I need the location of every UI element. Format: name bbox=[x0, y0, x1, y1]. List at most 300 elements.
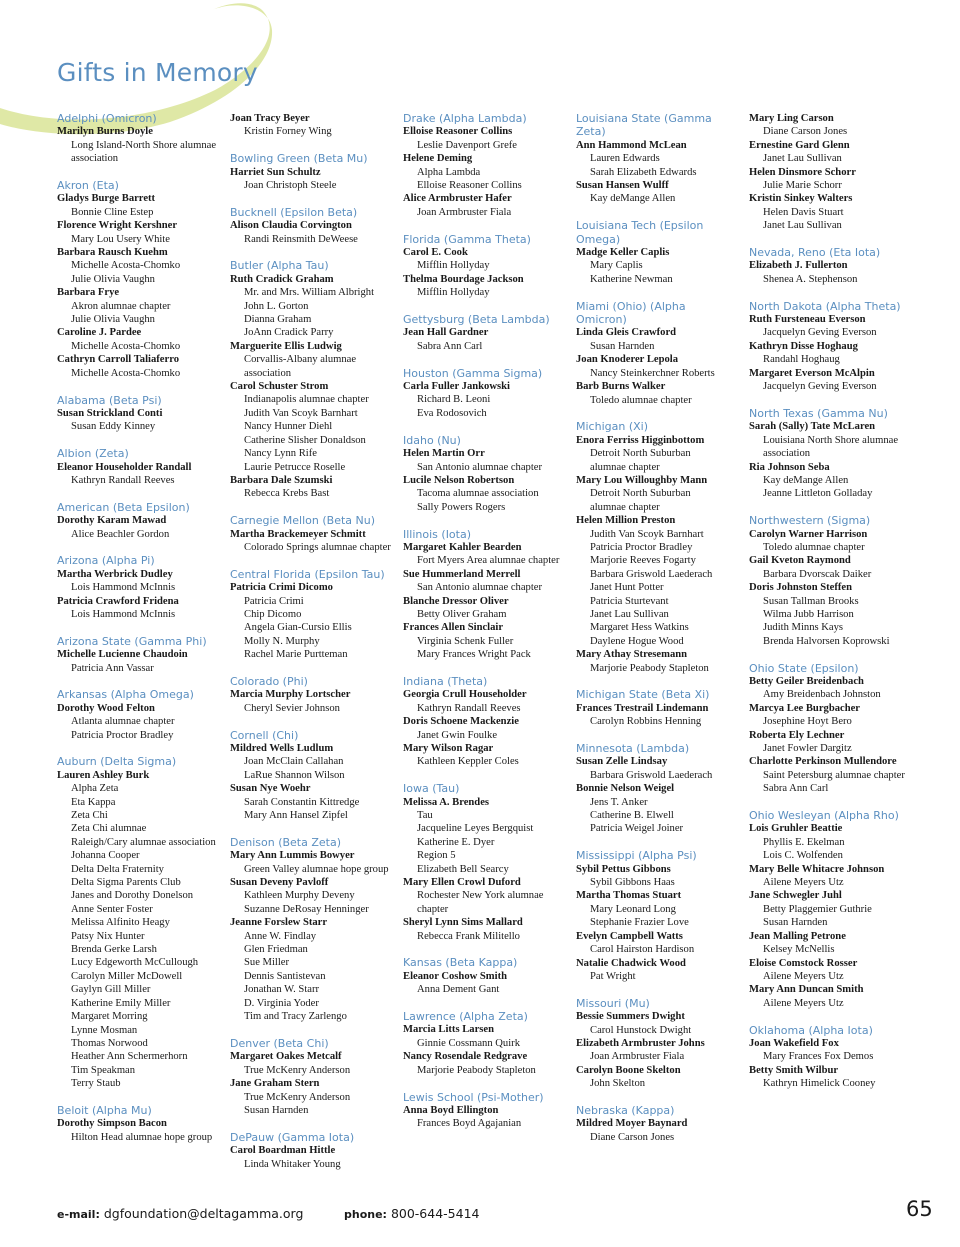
donor-name: Louisiana North Shore alumnae association bbox=[763, 434, 899, 460]
honoree-name: Sheryl Lynn Sims Mallard bbox=[403, 917, 523, 929]
chapter-heading: Illinois (Iota) bbox=[403, 527, 472, 541]
donor-name: Mary Frances Wright Pack bbox=[417, 649, 531, 661]
donor-name: Gaylyn Gill Miller bbox=[71, 984, 151, 996]
donor-name: Pat Wright bbox=[590, 970, 636, 982]
honoree-name: Anna Boyd Ellington bbox=[403, 1104, 499, 1116]
donor-name: Sarah Elizabeth Edwards bbox=[590, 166, 697, 178]
email-label: e-mail: bbox=[57, 1208, 100, 1221]
column-5 bbox=[749, 112, 917, 1104]
column-1 bbox=[57, 112, 225, 1158]
donor-name: Kathleen Keppler Coles bbox=[417, 756, 519, 768]
donor-name: Margaret Morring bbox=[71, 1011, 148, 1023]
donor-name: Josephine Hoyt Bero bbox=[763, 716, 852, 728]
donor-name: LaRue Shannon Wilson bbox=[244, 769, 345, 781]
donor-name: Janet Lau Sullivan bbox=[763, 153, 842, 165]
honoree-name: Joan Wakefield Fox bbox=[749, 1037, 839, 1049]
chapter-section bbox=[403, 112, 571, 219]
donor-name: Janes and Dorothy Donelson bbox=[71, 890, 194, 902]
chapter-heading: Drake (Alpha Lambda) bbox=[403, 112, 527, 125]
honoree-name: Alison Claudia Corvington bbox=[230, 220, 352, 232]
chapter-heading: Cornell (Chi) bbox=[230, 728, 299, 742]
donor-name: Patricia Weigel Joiner bbox=[590, 823, 684, 835]
donor-name: Patricia Proctor Bradley bbox=[71, 729, 174, 741]
donor-name: Detroit North Suburban alumnae chapter bbox=[590, 488, 691, 513]
honoree-name: Marcia Murphy Lortscher bbox=[230, 689, 351, 701]
donor-name: Anne W. Findlay bbox=[244, 930, 317, 942]
honoree-name: Marcya Lee Burgbacher bbox=[749, 702, 861, 714]
honoree-name: Jean Hall Gardner bbox=[403, 327, 489, 339]
chapter-heading: Arizona State (Gamma Phi) bbox=[57, 634, 207, 648]
donor-name: Mifflin Hollyday bbox=[417, 260, 490, 272]
donor-name: Dianna Graham bbox=[244, 314, 312, 326]
donor-name: Julie Olivia Vaughn bbox=[71, 314, 155, 326]
honoree-name: Patricia Crawford Fridena bbox=[57, 595, 179, 607]
donor-name: Patricia Ann Vassar bbox=[71, 662, 154, 674]
chapter-heading: Ohio State (Epsilon) bbox=[749, 661, 859, 675]
honoree-name: Lucile Nelson Robertson bbox=[403, 474, 515, 486]
honoree-name: Mary Ling Carson bbox=[749, 113, 834, 124]
chapter-section bbox=[230, 259, 398, 500]
chapter-section bbox=[230, 112, 398, 139]
chapter-heading: Akron (Eta) bbox=[57, 179, 119, 193]
honoree-name: Thelma Bourdage Jackson bbox=[403, 273, 524, 285]
donor-name: San Antonio alumnae chapter bbox=[417, 582, 543, 594]
honoree-name: Eleanor Coshow Smith bbox=[403, 970, 507, 982]
honoree-name: Mary Wilson Ragar bbox=[403, 743, 494, 754]
phone-label: phone: bbox=[344, 1208, 387, 1221]
donor-name: Kathryn Randall Reeves bbox=[71, 474, 175, 486]
donor-name: Barbara Griswold Laederach bbox=[590, 769, 713, 781]
honoree-name: Betty Geiler Breidenbach bbox=[749, 675, 864, 687]
chapter-section bbox=[230, 836, 398, 1024]
honoree-name: Sue Hummerland Merrell bbox=[403, 568, 521, 580]
chapter-heading: Nebraska (Kappa) bbox=[576, 1103, 675, 1117]
donor-name: Glen Friedman bbox=[244, 944, 308, 956]
donor-name: Rachel Marie Purtteman bbox=[244, 649, 348, 661]
donor-name: Alpha Lambda bbox=[417, 166, 481, 178]
donor-name: Sybil Gibbons Haas bbox=[590, 877, 675, 889]
donor-name: Lauren Edwards bbox=[590, 153, 660, 165]
donor-name: Thomas Norwood bbox=[71, 1037, 148, 1049]
chapter-section bbox=[403, 233, 571, 300]
honoree-name: Evelyn Campbell Watts bbox=[576, 930, 683, 942]
donor-name: Betty Oliver Graham bbox=[417, 608, 507, 620]
honoree-name: Helen Dinsmore Schorr bbox=[749, 166, 856, 178]
honoree-name: Gail Kveton Raymond bbox=[749, 555, 851, 567]
donor-name: Rochester New York alumnae chapter bbox=[417, 890, 544, 915]
chapter-section bbox=[403, 434, 571, 514]
donor-name: Jonathan W. Starr bbox=[244, 984, 320, 996]
chapter-heading: Oklahoma (Alpha Iota) bbox=[749, 1023, 873, 1037]
honoree-name: Kathryn Disse Hoghaug bbox=[749, 340, 858, 352]
honoree-name: Carolyn Warner Harrison bbox=[749, 528, 868, 540]
donor-name: Zeta Chi alumnae bbox=[71, 823, 147, 835]
donor-name: Dennis Santistevan bbox=[244, 970, 326, 982]
chapter-heading: Lawrence (Alpha Zeta) bbox=[403, 1010, 528, 1024]
chapter-heading: Adelphi (Omicron) bbox=[57, 112, 157, 125]
honoree-name: Charlotte Perkinson Mullendore bbox=[749, 756, 897, 768]
chapter-section bbox=[749, 300, 917, 394]
donor-name: Anne Senter Foster bbox=[71, 903, 153, 915]
donor-name: Bonnie Cline Estep bbox=[71, 206, 154, 218]
donor-name: Molly N. Murphy bbox=[244, 635, 320, 647]
donor-name: Alice Beachler Gordon bbox=[71, 528, 170, 540]
donor-name: Tim Speakman bbox=[71, 1064, 136, 1076]
honoree-name: Carol Schuster Strom bbox=[230, 381, 329, 393]
donor-name: Kay deMange Allen bbox=[590, 193, 676, 205]
donor-name: Margaret Hess Watkins bbox=[590, 622, 689, 634]
chapter-section bbox=[576, 219, 726, 286]
honoree-name: Elloise Reasoner Collins bbox=[403, 126, 513, 138]
chapter-section bbox=[749, 514, 917, 648]
honoree-name: Ann Hammond McLean bbox=[576, 139, 687, 151]
donor-name: Stephanie Frazier Love bbox=[590, 917, 689, 929]
honoree-name: Eloise Comstock Rosser bbox=[749, 957, 858, 969]
honoree-name: Patricia Crimi Dicomo bbox=[230, 582, 333, 594]
donor-name: Eta Kappa bbox=[71, 796, 116, 808]
chapter-heading: Butler (Alpha Tau) bbox=[230, 259, 329, 273]
donor-name: Catherine Slisher Donaldson bbox=[244, 434, 366, 446]
chapter-section bbox=[576, 300, 726, 407]
honoree-name: Mildred Wells Ludlum bbox=[230, 742, 334, 754]
chapter-heading: North Dakota (Alpha Theta) bbox=[749, 299, 901, 313]
honoree-name: Susan Nye Woehr bbox=[230, 783, 311, 795]
honoree-name: Ria Johnson Seba bbox=[749, 461, 830, 473]
donor-name: Akron alumnae chapter bbox=[71, 300, 171, 312]
chapter-section bbox=[749, 112, 917, 233]
donor-name: Leslie Davenport Grefe bbox=[417, 139, 518, 151]
donor-name: Delta Delta Fraternity bbox=[71, 863, 164, 875]
chapter-heading: Louisiana Tech (Epsilon Omega) bbox=[576, 219, 704, 246]
column-4 bbox=[576, 112, 726, 1158]
honoree-name: Bessie Summers Dwight bbox=[576, 1011, 685, 1023]
donor-name: Mary Frances Fox Demos bbox=[763, 1051, 874, 1063]
honoree-name: Mary Belle Whitacre Johnson bbox=[749, 863, 885, 875]
chapter-section bbox=[403, 782, 571, 943]
donor-name: Katherine E. Dyer bbox=[417, 836, 495, 848]
chapter-section bbox=[576, 1104, 726, 1144]
chapter-heading: Idaho (Nu) bbox=[403, 433, 461, 447]
donor-name: Patricia Sturtevant bbox=[590, 595, 669, 607]
donor-name: Katherine Emily Miller bbox=[71, 997, 171, 1009]
chapter-heading: Louisiana State (Gamma Zeta) bbox=[576, 112, 712, 139]
donor-name: Mr. and Mrs. William Albright bbox=[244, 287, 375, 299]
donor-name: Nancy Lynn Rife bbox=[244, 448, 317, 460]
donor-name: Mary Caplis bbox=[590, 260, 643, 272]
chapter-heading: Albion (Zeta) bbox=[57, 447, 129, 461]
honoree-name: Martha Brackemeyer Schmitt bbox=[230, 528, 366, 540]
honoree-name: Jane Schwegler Juhl bbox=[749, 890, 842, 902]
donor-name: Randahl Hoghaug bbox=[763, 354, 840, 366]
page-number: 65 bbox=[906, 1197, 933, 1221]
donor-name: Mary Lou Usery White bbox=[71, 233, 170, 245]
honoree-name: Frances Trestrail Lindemann bbox=[576, 702, 709, 714]
honoree-name: Doris Schoene Mackenzie bbox=[403, 716, 519, 728]
honoree-name: Marcia Litts Larsen bbox=[403, 1024, 495, 1036]
chapter-heading: Alabama (Beta Psi) bbox=[57, 393, 162, 407]
chapter-heading: American (Beta Epsilon) bbox=[57, 500, 190, 514]
chapter-heading: Denver (Beta Chi) bbox=[230, 1036, 329, 1050]
honoree-name: Mary Lou Willoughby Mann bbox=[576, 474, 708, 486]
donor-name: Rebecca Krebs Bast bbox=[244, 488, 330, 500]
honoree-name: Michelle Lucienne Chaudoin bbox=[57, 649, 188, 661]
donor-name: Long Island-North Shore alumnae association bbox=[71, 139, 217, 165]
donor-name: San Antonio alumnae chapter bbox=[417, 461, 543, 473]
honoree-name: Barbara Rausch Kuehm bbox=[57, 247, 168, 259]
chapter-heading: Iowa (Tau) bbox=[403, 782, 460, 796]
honoree-name: Melissa A. Brendes bbox=[403, 796, 490, 808]
honoree-name: Carla Fuller Jankowski bbox=[403, 381, 510, 393]
honoree-name: Florence Wright Kershner bbox=[57, 220, 178, 232]
chapter-heading: Bucknell (Epsilon Beta) bbox=[230, 205, 358, 219]
honoree-name: Carol Boardman Hittle bbox=[230, 1145, 336, 1157]
donor-name: Frances Boyd Agajanian bbox=[417, 1118, 522, 1130]
chapter-section bbox=[57, 1104, 225, 1144]
honoree-name: Elizabeth J. Fullerton bbox=[749, 260, 848, 272]
donor-name: Colorado Springs alumnae chapter bbox=[244, 541, 391, 553]
chapter-section bbox=[749, 809, 917, 1010]
honoree-name: Barbara Frye bbox=[57, 287, 120, 299]
donor-name: Corvallis-Albany alumnae association bbox=[244, 354, 357, 379]
donor-name: Mifflin Hollyday bbox=[417, 287, 490, 299]
honoree-name: Margaret Oakes Metcalf bbox=[230, 1051, 342, 1063]
donor-name: Elloise Reasoner Collins bbox=[417, 180, 522, 192]
donor-name: John Skelton bbox=[590, 1078, 646, 1090]
honoree-name: Bonnie Nelson Weigel bbox=[576, 783, 675, 795]
honoree-name: Georgia Crull Householder bbox=[403, 689, 527, 701]
chapter-section bbox=[403, 1010, 571, 1077]
honoree-name: Betty Smith Wilbur bbox=[749, 1064, 839, 1076]
honoree-name: Martha Werbrick Dudley bbox=[57, 568, 173, 580]
honoree-name: Enora Ferriss Higginbottom bbox=[576, 434, 705, 446]
donor-name: Janet Fowler Dargitz bbox=[763, 743, 852, 755]
chapter-section bbox=[57, 501, 225, 541]
honoree-name: Dorothy Simpson Bacon bbox=[57, 1118, 167, 1130]
donor-name: Carolyn Miller McDowell bbox=[71, 970, 183, 982]
chapter-section bbox=[230, 514, 398, 554]
honoree-name: Carolyn Boone Skelton bbox=[576, 1064, 681, 1076]
donor-name: Virginia Schenk Fuller bbox=[417, 635, 514, 647]
donor-name: Elizabeth Bell Searcy bbox=[417, 863, 509, 875]
donor-name: Jens T. Anker bbox=[590, 796, 648, 808]
chapter-heading: Nevada, Reno (Eta Iota) bbox=[749, 246, 881, 260]
donor-name: Susan Harnden bbox=[244, 1104, 309, 1116]
chapter-section bbox=[576, 420, 726, 675]
donor-name: Tau bbox=[417, 810, 433, 822]
chapter-heading: Miami (Ohio) (Alpha Omicron) bbox=[576, 299, 686, 327]
donor-name: Linda Whitaker Young bbox=[244, 1158, 341, 1170]
honoree-name: Susan Zelle Lindsay bbox=[576, 756, 668, 768]
honoree-name: Mary Ellen Crowl Duford bbox=[403, 877, 521, 889]
donor-name: Kathryn Himelick Cooney bbox=[763, 1078, 876, 1090]
honoree-name: Madge Keller Caplis bbox=[576, 247, 670, 259]
donor-name: Atlanta alumnae chapter bbox=[71, 716, 175, 728]
honoree-name: Mildred Moyer Baynard bbox=[576, 1118, 688, 1130]
donor-name: Joan Armbruster Fiala bbox=[417, 206, 512, 218]
donor-name: Jeanne Littleton Golladay bbox=[763, 488, 873, 500]
honoree-name: Doris Johnston Steffen bbox=[749, 582, 852, 594]
donor-name: Fort Myers Area alumnae chapter bbox=[417, 555, 560, 567]
donor-name: Mary Leonard Long bbox=[590, 903, 676, 915]
donor-name: Mary Ann Hansel Zipfel bbox=[244, 810, 348, 822]
donor-name: True McKenry Anderson bbox=[244, 1064, 351, 1076]
chapter-heading: Colorado (Phi) bbox=[230, 674, 308, 688]
donor-name: Barbara Griswold Laederach bbox=[590, 568, 713, 580]
footer-email bbox=[57, 1206, 303, 1221]
honoree-name: Elizabeth Armbruster Johns bbox=[576, 1037, 705, 1049]
donor-name: Susan Eddy Kinney bbox=[71, 421, 156, 433]
chapter-section bbox=[749, 662, 917, 796]
honoree-name: Barb Burns Walker bbox=[576, 381, 666, 393]
donor-name: Jacqueline Leyes Bergquist bbox=[417, 823, 534, 835]
footer-phone bbox=[344, 1206, 480, 1221]
honoree-name: Susan Hansen Wulff bbox=[576, 180, 669, 192]
honoree-name: Helen Martin Orr bbox=[403, 448, 485, 460]
donor-name: Ailene Meyers Utz bbox=[763, 997, 844, 1009]
chapter-heading: Indiana (Theta) bbox=[403, 674, 488, 688]
chapter-section bbox=[576, 688, 726, 728]
donor-name: Ailene Meyers Utz bbox=[763, 877, 844, 889]
donor-name: Janet Lau Sullivan bbox=[763, 220, 842, 232]
honoree-name: Carol E. Cook bbox=[403, 247, 468, 259]
phone-number: 800-644-5414 bbox=[390, 1206, 480, 1221]
donor-name: True McKenry Anderson bbox=[244, 1091, 351, 1103]
chapter-section bbox=[749, 246, 917, 286]
donor-name: Terry Staub bbox=[71, 1078, 121, 1090]
donor-name: Brenda Halvorsen Koprowski bbox=[763, 635, 890, 647]
chapter-section bbox=[576, 997, 726, 1091]
donor-name: Susan Harnden bbox=[590, 340, 655, 352]
donor-name: Laurie Petrucce Roselle bbox=[244, 461, 346, 473]
donor-name: Tacoma alumnae association bbox=[417, 488, 539, 500]
chapter-section bbox=[230, 675, 398, 715]
donor-name: Suzanne DeRosay Henninger bbox=[244, 903, 369, 915]
chapter-section bbox=[576, 849, 726, 983]
honoree-name: Margaret Kahler Bearden bbox=[403, 541, 522, 553]
chapter-heading: Lewis School (Psi-Mother) bbox=[403, 1090, 544, 1104]
honoree-name: Barbara Dale Szumski bbox=[230, 474, 333, 486]
donor-name: Green Valley alumnae hope group bbox=[244, 863, 389, 875]
chapter-section bbox=[57, 394, 225, 434]
donor-name: Michelle Acosta-Chomko bbox=[71, 260, 181, 272]
donor-name: JoAnn Cradick Parry bbox=[244, 327, 334, 339]
honoree-name: Sybil Pettus Gibbons bbox=[576, 863, 671, 875]
honoree-name: Gladys Burge Barrett bbox=[57, 193, 156, 205]
chapter-heading: Michigan State (Beta Xi) bbox=[576, 688, 710, 702]
donor-name: Carolyn Robbins Henning bbox=[590, 716, 702, 728]
chapter-section bbox=[230, 1131, 398, 1171]
honoree-name: Martha Thomas Stuart bbox=[576, 890, 682, 902]
donor-name: Heather Ann Schermerhorn bbox=[71, 1051, 188, 1063]
donor-name: Marjorie Peabody Stapleton bbox=[417, 1064, 536, 1076]
chapter-section bbox=[57, 635, 225, 675]
donor-name: Kristin Forney Wing bbox=[244, 126, 332, 138]
donor-name: D. Virginia Yoder bbox=[244, 997, 319, 1009]
chapter-heading: Michigan (Xi) bbox=[576, 420, 648, 434]
chapter-section bbox=[57, 755, 225, 1090]
honoree-name: Jean Malling Petrone bbox=[749, 930, 846, 942]
honoree-name: Joan Knoderer Lepola bbox=[576, 354, 679, 366]
donor-name: Lucy Edgeworth McCullough bbox=[71, 957, 199, 969]
chapter-section bbox=[230, 1037, 398, 1117]
donor-name: Ginnie Cossmann Quirk bbox=[417, 1037, 520, 1049]
honoree-name: Dorothy Karam Mawad bbox=[57, 515, 167, 527]
chapter-section bbox=[403, 367, 571, 421]
chapter-heading: Arizona (Alpha Pi) bbox=[57, 554, 155, 568]
chapter-heading: Houston (Gamma Sigma) bbox=[403, 366, 543, 380]
donor-name: Judith Van Scoyk Barnhart bbox=[244, 407, 358, 419]
honoree-name: Sarah (Sally) Tate McLaren bbox=[749, 421, 876, 433]
donor-name: Nancy Hunner Diehl bbox=[244, 421, 333, 433]
donor-name: Johanna Cooper bbox=[71, 850, 140, 862]
honoree-name: Eleanor Householder Randall bbox=[57, 461, 192, 473]
chapter-section bbox=[57, 179, 225, 380]
honoree-name: Joan Tracy Beyer bbox=[230, 113, 310, 124]
honoree-name: Caroline J. Pardee bbox=[57, 327, 142, 339]
donor-name: Saint Petersburg alumnae chapter bbox=[763, 769, 905, 781]
donor-name: Julie Marie Schorr bbox=[763, 180, 842, 192]
column-3 bbox=[403, 112, 571, 1144]
donor-name: Cheryl Sevier Johnson bbox=[244, 702, 340, 714]
donor-name: Kelsey McNellis bbox=[763, 944, 835, 956]
donor-name: Joan Armbruster Fiala bbox=[590, 1051, 685, 1063]
chapter-section bbox=[403, 528, 571, 662]
donor-name: Janet Gwin Foulke bbox=[417, 729, 498, 741]
chapter-heading: Carnegie Mellon (Beta Nu) bbox=[230, 514, 376, 528]
donor-name: Region 5 bbox=[417, 850, 456, 862]
donor-name: Diane Carson Jones bbox=[590, 1131, 675, 1143]
honoree-name: Cathryn Carroll Taliaferro bbox=[57, 354, 180, 366]
chapter-heading: Mississippi (Alpha Psi) bbox=[576, 849, 697, 863]
honoree-name: Mary Athay Stresemann bbox=[576, 649, 688, 661]
donor-name: Lois Hammond McInnis bbox=[71, 582, 176, 594]
donor-name: Richard B. Leoni bbox=[417, 394, 491, 406]
page-title: Gifts in Memory bbox=[57, 58, 258, 87]
chapter-section bbox=[57, 112, 225, 166]
donor-name: Julie Olivia Vaughn bbox=[71, 273, 155, 285]
honoree-name: Margaret Everson McAlpin bbox=[749, 367, 875, 379]
chapter-section bbox=[57, 554, 225, 621]
honoree-name: Nancy Rosendale Redgrave bbox=[403, 1051, 528, 1063]
chapter-heading: Missouri (Mu) bbox=[576, 996, 650, 1010]
chapter-heading: Bowling Green (Beta Mu) bbox=[230, 152, 368, 166]
donor-name: Susan Harnden bbox=[763, 917, 828, 929]
donor-name: Indianapolis alumnae chapter bbox=[244, 394, 369, 406]
donor-name: Melissa Alfinito Heagy bbox=[71, 917, 170, 929]
donor-name: Sarah Constantin Kittredge bbox=[244, 796, 360, 808]
honoree-name: Mary Ann Duncan Smith bbox=[749, 984, 864, 996]
donor-name: Helen Davis Stuart bbox=[763, 206, 844, 218]
donor-name: Joan Christoph Steele bbox=[244, 180, 337, 192]
donor-name: Raleigh/Cary alumnae association bbox=[71, 836, 216, 848]
honoree-name: Ruth Cradick Graham bbox=[230, 273, 334, 285]
chapter-heading: Northwestern (Sigma) bbox=[749, 514, 871, 528]
honoree-name: Kristin Sinkey Walters bbox=[749, 193, 853, 205]
donor-name: Marjorie Reeves Fogarty bbox=[590, 555, 696, 567]
donor-name: Kathryn Randall Reeves bbox=[417, 702, 521, 714]
donor-name: Betty Plaggemier Guthrie bbox=[763, 903, 872, 915]
donor-name: Alpha Zeta bbox=[71, 783, 119, 795]
chapter-heading: DePauw (Gamma Iota) bbox=[230, 1130, 355, 1144]
email-link[interactable]: dgfoundation@deltagamma.org bbox=[103, 1206, 304, 1221]
donor-name: Katherine Newman bbox=[590, 273, 673, 285]
honoree-name: Helene Deming bbox=[403, 153, 473, 165]
donor-name: Janet Hunt Potter bbox=[590, 582, 664, 594]
chapter-section bbox=[749, 407, 917, 501]
donor-name: Janet Lau Sullivan bbox=[590, 608, 669, 620]
chapter-heading: Ohio Wesleyan (Alpha Rho) bbox=[749, 809, 899, 823]
donor-name: Joan McClain Callahan bbox=[244, 756, 344, 768]
